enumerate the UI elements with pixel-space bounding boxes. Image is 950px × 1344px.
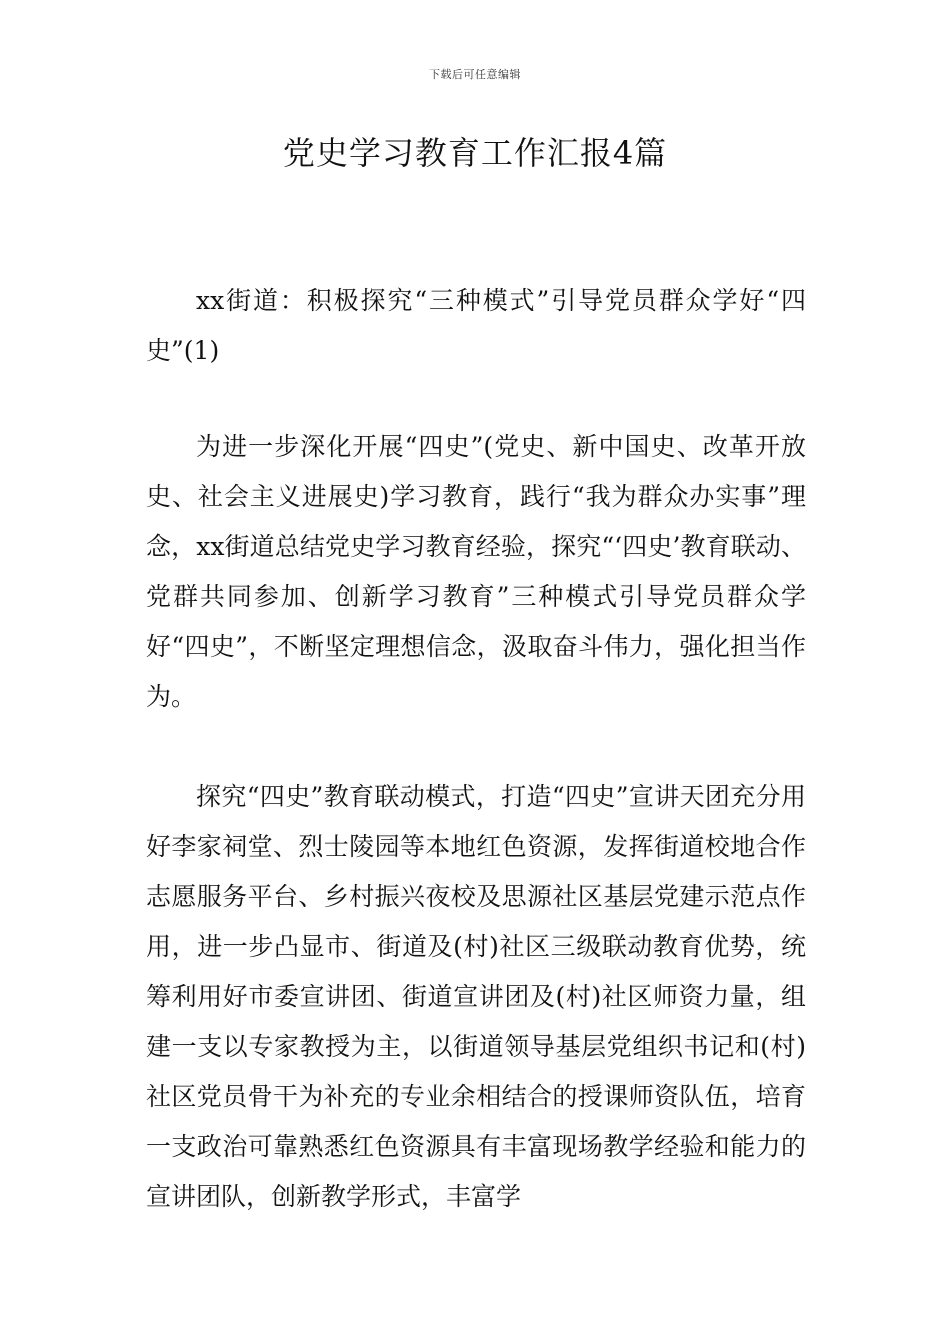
body-paragraph-2 xyxy=(146,772,806,1222)
section-heading xyxy=(146,276,806,376)
paragraph-text: 探究“四史”教育联动模式，打造“四史”宣讲天团充分用好李家祠堂、烈士陵园等本地红色资源，发挥街道校地合作志愿服务平台、乡村振兴夜校及思源社区基层党建示范点作用，进一步凸显市、街道及(村)社区三级联动教育优势，统筹利用好市委宣讲团、街道宣讲团及(村)社区师资力量，组建一支以专家教授为主，以街道领导基层党组织书记和(村)社区党员骨干为补充的专业余相结合的授课师资队伍，培育一支政治可靠熟悉红色资源具有丰富现场教学经验和能力的宣讲团队，创新教学形式，丰富学 xyxy=(146,782,806,1211)
document-title: 党史学习教育工作汇报4篇 xyxy=(282,134,668,172)
paragraph-text: 为进一步深化开展“四史”(党史、新中国史、改革开放史、社会主义进展史)学习教育，践行“我为群众办实事”理念，xx街道总结党史学习教育经验，探究“‘四史’教育联动、党群共同参加、创新学习教育”三种模式引导党员群众学好“四史”，不断坚定理想信念，汲取奋斗伟力，强化担当作为。 xyxy=(146,432,806,711)
section-heading-text: xx街道：积极探究“三种模式”引导党员群众学好“四史”(1) xyxy=(146,286,806,365)
header-note: 下载后可任意编辑 xyxy=(429,68,521,81)
body-paragraph-1 xyxy=(146,422,806,722)
